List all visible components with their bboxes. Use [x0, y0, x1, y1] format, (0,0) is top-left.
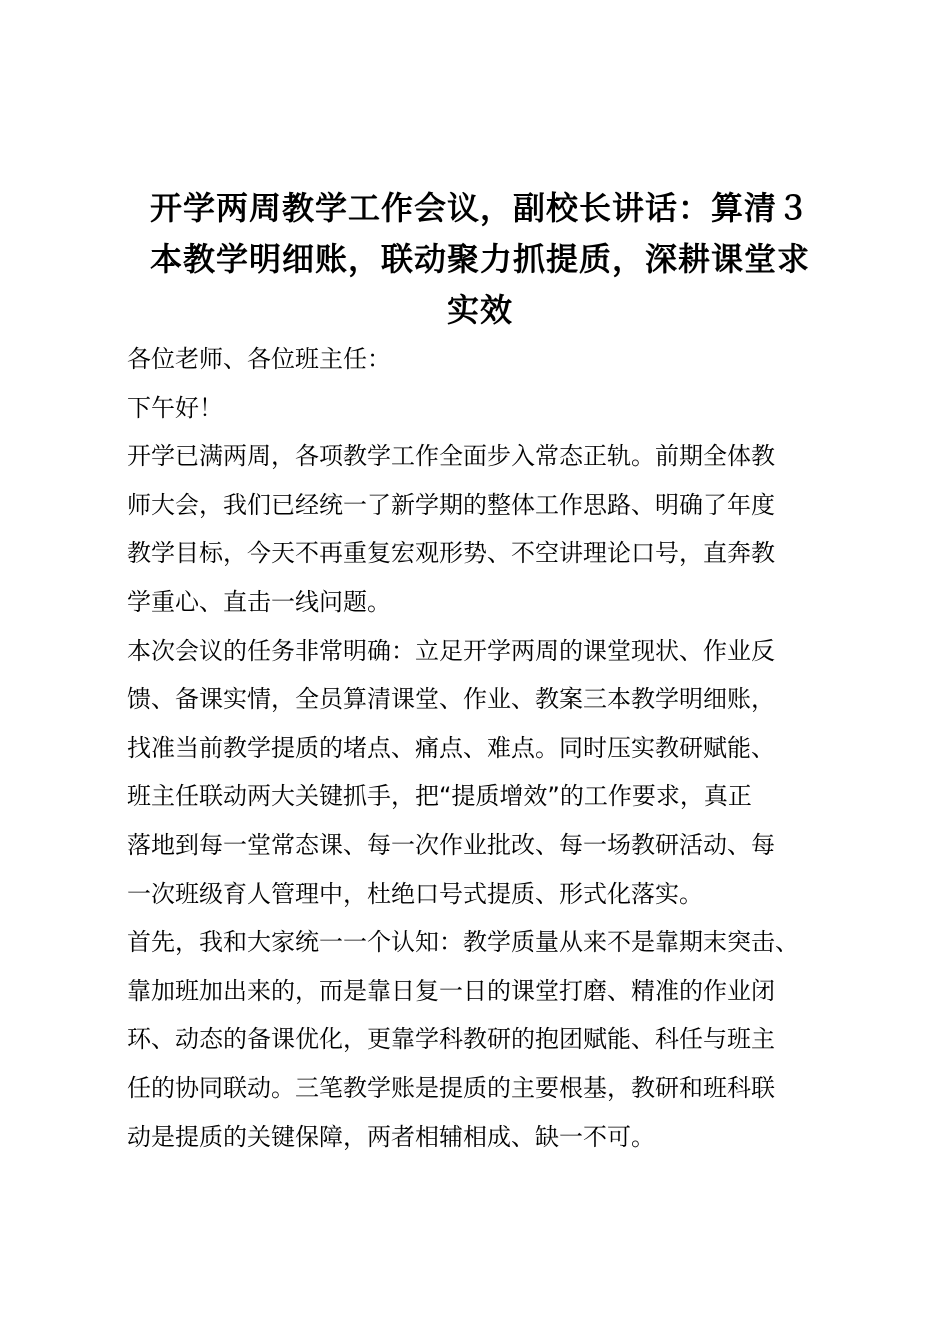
- text-line: 首先，我和大家统一一个认知：教学质量从来不是靠期末突击、: [127, 928, 799, 957]
- title-line: 本教学明细账，联动聚力抓提质，深耕课堂求: [149, 240, 810, 278]
- text-line: 靠加班加出来的，而是靠日复一日的课堂打磨、精准的作业闭: [127, 976, 775, 1005]
- text-line: 找准当前教学提质的堵点、痛点、难点。同时压实教研赋能、: [127, 733, 775, 762]
- text-line: 本次会议的任务非常明确：立足开学两周的课堂现状、作业反: [127, 636, 775, 665]
- text-line: 任的协同联动。三笔教学账是提质的主要根基，教研和班科联: [127, 1073, 775, 1102]
- title-line: 开学两周教学工作会议，副校长讲话：算清３: [149, 189, 810, 227]
- text-line: 学重心、直击一线问题。: [127, 587, 391, 616]
- body-paragraph: [127, 627, 839, 919]
- greeting-paragraph: [127, 384, 839, 433]
- body-paragraph: [127, 432, 839, 626]
- text-line: 开学已满两周，各项教学工作全面步入常态正轨。前期全体教: [127, 442, 775, 471]
- text-line: 师大会，我们已经统一了新学期的整体工作思路、明确了年度: [127, 490, 775, 519]
- document-title: [120, 183, 840, 336]
- text-line: 馈、备课实情，全员算清课堂、作业、教案三本教学明细账，: [127, 685, 775, 714]
- text-line: 教学目标，今天不再重复宏观形势、不空讲理论口号，直奔教: [127, 539, 775, 568]
- text-line: 动是提质的关键保障，两者相辅相成、缺一不可。: [127, 1122, 655, 1151]
- text-line: 环、动态的备课优化，更靠学科教研的抱团赋能、科任与班主: [127, 1025, 775, 1054]
- text-line: 班主任联动两大关键抓手，把“提质增效”的工作要求，真正: [127, 782, 752, 811]
- text-line: 落地到每一堂常态课、每一次作业批改、每一场教研活动、每: [127, 830, 775, 859]
- salutation-paragraph: [127, 335, 839, 384]
- title-line: 实效: [446, 291, 513, 329]
- text-line: 下午好！: [127, 393, 223, 422]
- body-paragraph: [127, 918, 839, 1161]
- text-line: 各位老师、各位班主任：: [127, 345, 391, 373]
- document-body: [127, 335, 839, 1161]
- text-line: 一次班级育人管理中，杜绝口号式提质、形式化落实。: [127, 879, 703, 908]
